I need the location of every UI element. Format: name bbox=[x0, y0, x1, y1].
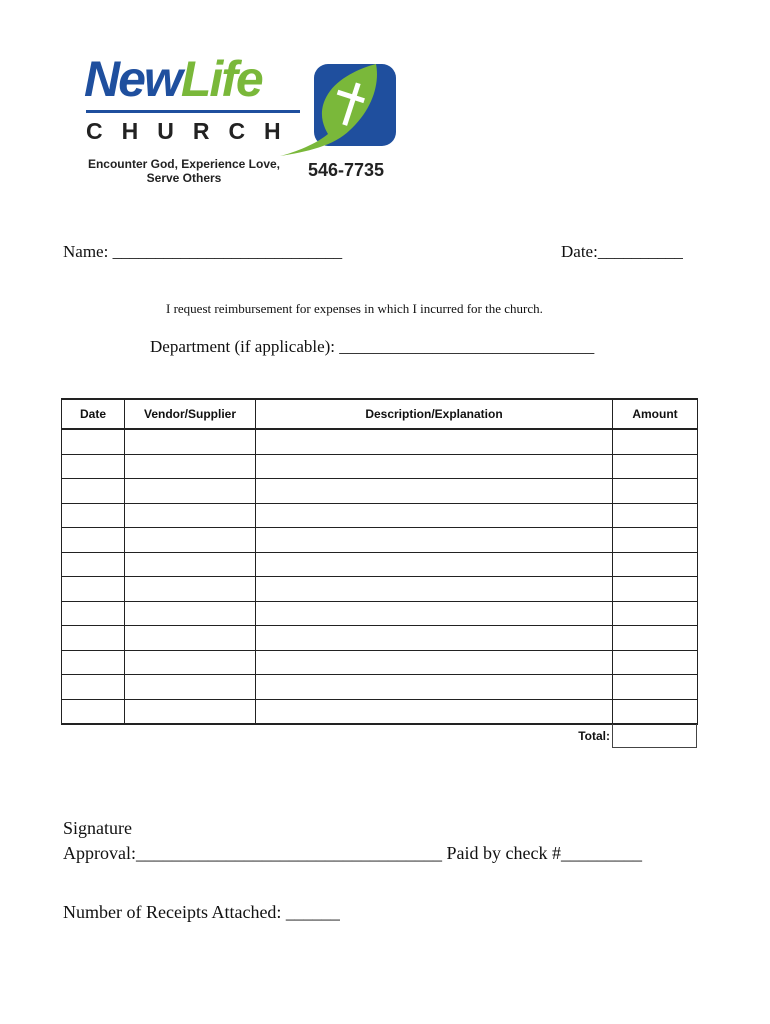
table-row bbox=[62, 552, 698, 577]
date-cell[interactable] bbox=[62, 429, 125, 454]
approval-payment-line[interactable]: Approval:__________________________________ Paid by check #_________ bbox=[63, 843, 642, 863]
date-cell[interactable] bbox=[62, 699, 125, 724]
header-date: Date bbox=[62, 399, 125, 429]
header-description: Description/Explanation bbox=[256, 399, 613, 429]
table-row bbox=[62, 699, 698, 724]
vendor-cell[interactable] bbox=[125, 429, 256, 454]
date-cell[interactable] bbox=[62, 528, 125, 553]
department-field[interactable]: Department (if applicable): ______________________________ bbox=[150, 337, 595, 356]
table-row bbox=[62, 429, 698, 454]
description-cell[interactable] bbox=[256, 675, 613, 700]
table-row bbox=[62, 503, 698, 528]
amount-cell[interactable] bbox=[613, 552, 698, 577]
table-header-row bbox=[62, 399, 698, 429]
date-cell[interactable] bbox=[62, 454, 125, 479]
vendor-cell[interactable] bbox=[125, 699, 256, 724]
vendor-cell[interactable] bbox=[125, 552, 256, 577]
leaf-cross-icon bbox=[276, 60, 400, 160]
total-amount-field[interactable] bbox=[612, 724, 697, 748]
description-cell[interactable] bbox=[256, 552, 613, 577]
vendor-cell[interactable] bbox=[125, 503, 256, 528]
description-cell[interactable] bbox=[256, 577, 613, 602]
table-row bbox=[62, 601, 698, 626]
amount-cell[interactable] bbox=[613, 626, 698, 651]
table-body bbox=[62, 429, 698, 724]
description-cell[interactable] bbox=[256, 601, 613, 626]
logo-underline bbox=[86, 110, 300, 113]
signature-label: Signature bbox=[63, 818, 132, 838]
vendor-cell[interactable] bbox=[125, 479, 256, 504]
amount-cell[interactable] bbox=[613, 479, 698, 504]
table-row bbox=[62, 650, 698, 675]
expense-table bbox=[61, 398, 698, 725]
vendor-cell[interactable] bbox=[125, 577, 256, 602]
vendor-cell[interactable] bbox=[125, 528, 256, 553]
table-row bbox=[62, 577, 698, 602]
name-field[interactable]: Name: ___________________________ bbox=[63, 242, 343, 261]
date-cell[interactable] bbox=[62, 503, 125, 528]
amount-cell[interactable] bbox=[613, 503, 698, 528]
logo-word-new: New bbox=[84, 51, 181, 107]
description-cell[interactable] bbox=[256, 650, 613, 675]
date-cell[interactable] bbox=[62, 577, 125, 602]
description-cell[interactable] bbox=[256, 626, 613, 651]
amount-cell[interactable] bbox=[613, 601, 698, 626]
table-row bbox=[62, 454, 698, 479]
header-amount: Amount bbox=[613, 399, 698, 429]
table-row bbox=[62, 528, 698, 553]
amount-cell[interactable] bbox=[613, 429, 698, 454]
description-cell[interactable] bbox=[256, 429, 613, 454]
table-row bbox=[62, 479, 698, 504]
logo-church: CHURCH bbox=[86, 118, 300, 144]
date-cell[interactable] bbox=[62, 479, 125, 504]
table-row bbox=[62, 626, 698, 651]
vendor-cell[interactable] bbox=[125, 601, 256, 626]
amount-cell[interactable] bbox=[613, 577, 698, 602]
date-cell[interactable] bbox=[62, 626, 125, 651]
date-cell[interactable] bbox=[62, 601, 125, 626]
description-cell[interactable] bbox=[256, 528, 613, 553]
receipts-field[interactable]: Number of Receipts Attached: ______ bbox=[63, 902, 340, 922]
amount-cell[interactable] bbox=[613, 675, 698, 700]
amount-cell[interactable] bbox=[613, 650, 698, 675]
description-cell[interactable] bbox=[256, 503, 613, 528]
logo-title bbox=[84, 51, 262, 107]
date-field[interactable]: Date:__________ bbox=[561, 242, 683, 261]
description-cell[interactable] bbox=[256, 699, 613, 724]
logo-phone: 546-7735 bbox=[308, 160, 385, 180]
date-cell[interactable] bbox=[62, 675, 125, 700]
vendor-cell[interactable] bbox=[125, 626, 256, 651]
logo-word-life: Life bbox=[180, 51, 262, 107]
vendor-cell[interactable] bbox=[125, 675, 256, 700]
header-vendor: Vendor/Supplier bbox=[125, 399, 256, 429]
description-cell[interactable] bbox=[256, 454, 613, 479]
date-cell[interactable] bbox=[62, 650, 125, 675]
request-statement: I request reimbursement for expenses in which I incurred for the church. bbox=[166, 301, 543, 316]
table-row bbox=[62, 675, 698, 700]
amount-cell[interactable] bbox=[613, 699, 698, 724]
amount-cell[interactable] bbox=[613, 454, 698, 479]
vendor-cell[interactable] bbox=[125, 454, 256, 479]
amount-cell[interactable] bbox=[613, 528, 698, 553]
vendor-cell[interactable] bbox=[125, 650, 256, 675]
date-cell[interactable] bbox=[62, 552, 125, 577]
description-cell[interactable] bbox=[256, 479, 613, 504]
total-label: Total: bbox=[578, 729, 610, 743]
logo-tagline: Encounter God, Experience Love, Serve Others bbox=[87, 157, 281, 185]
